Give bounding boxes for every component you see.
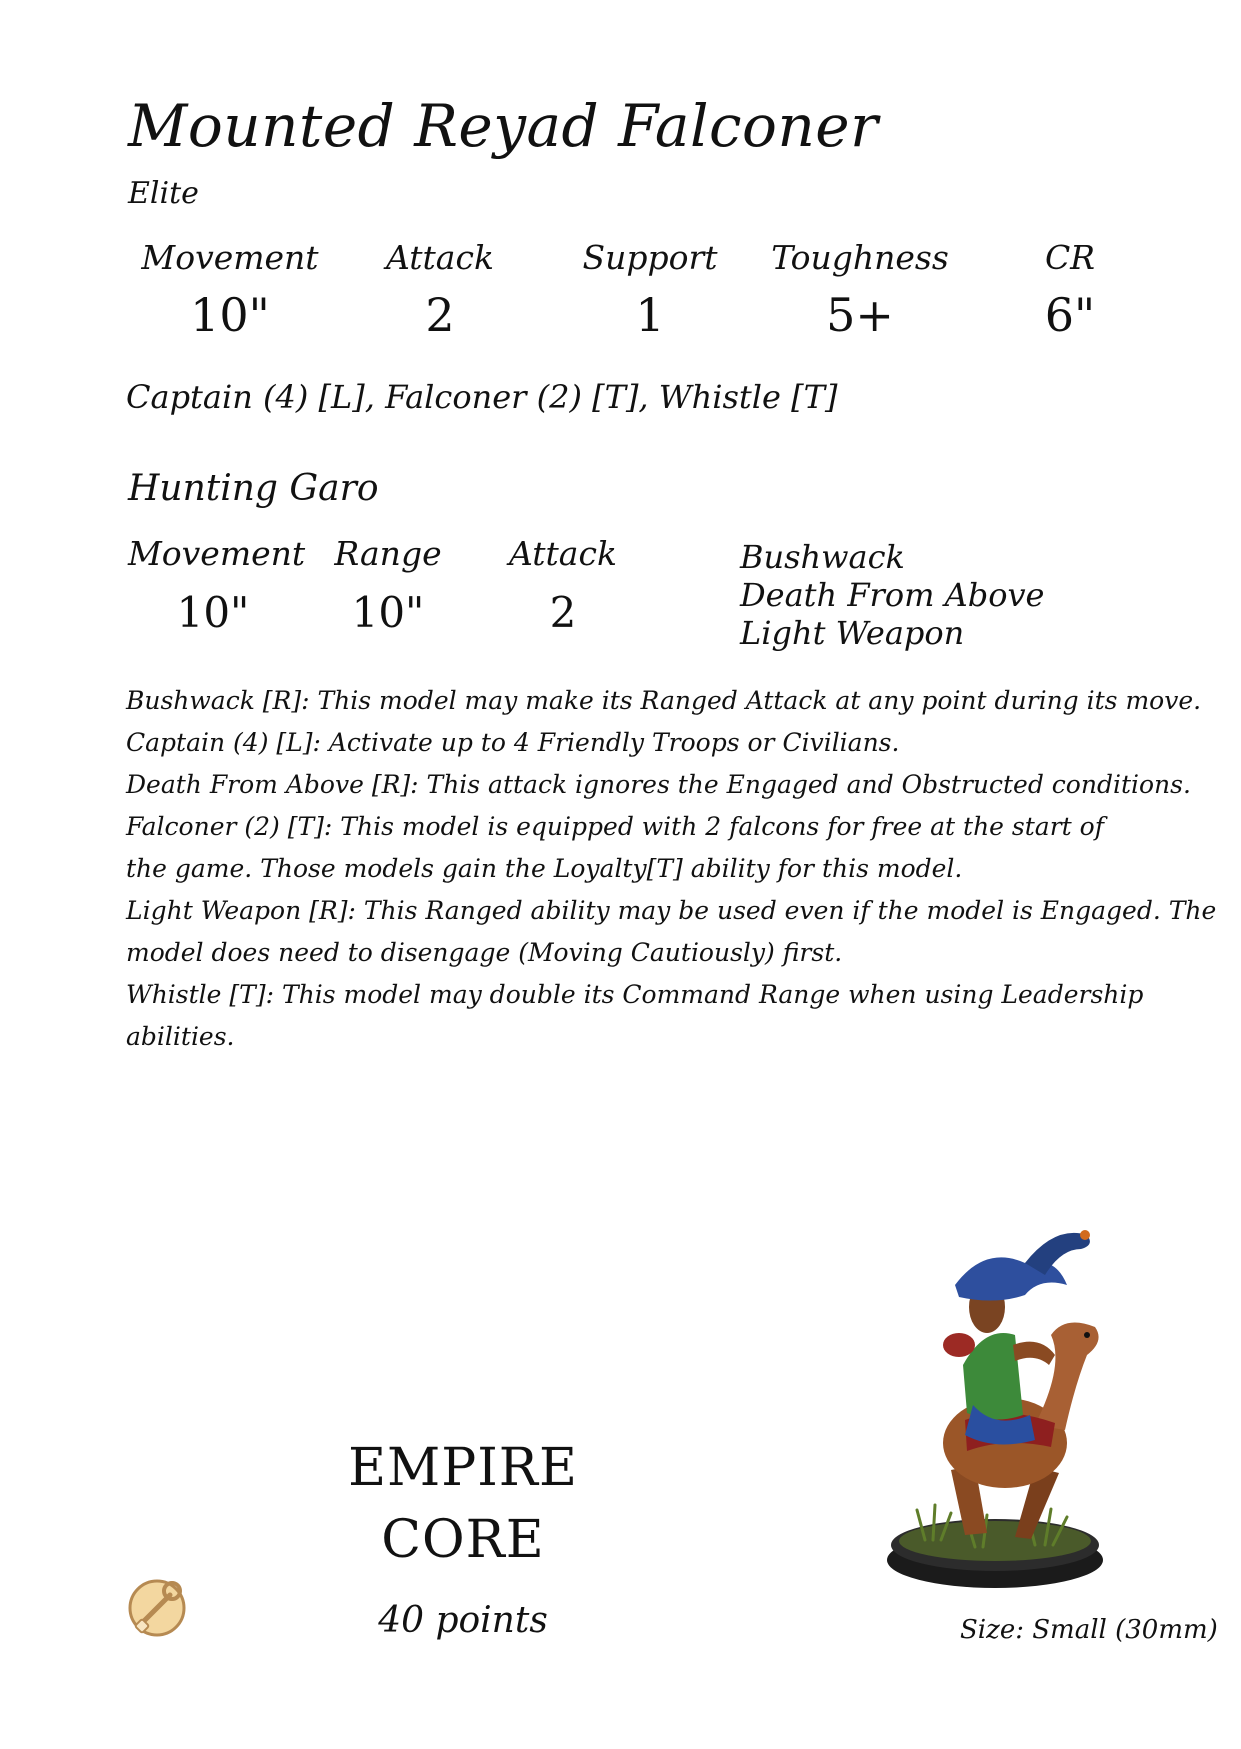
weapon-ability: Bushwack [740,538,905,576]
weapon-name: Hunting Garo [128,468,379,509]
stat-label-support: Support [582,238,718,277]
rules-line: Bushwack [R]: This model may make its Ranged Attack at any point during its move. [126,686,1202,715]
stat-label-movement: Movement [141,238,319,277]
weapon-ability: Death From Above [740,576,1045,614]
stat-value-support: 1 [635,288,665,342]
rules-line: Death From Above [R]: This attack ignores the Engaged and Obstructed conditions. [126,770,1191,799]
weapon-value-range: 10" [351,588,425,637]
stat-value-attack: 2 [425,288,455,342]
faction-name: EMPIRE [348,1438,578,1498]
rules-line: the game. Those models gain the Loyalty[T] ability for this model. [126,854,963,883]
weapon-value-movement: 10" [176,588,250,637]
wrench-sword-emblem-icon [126,1575,190,1639]
weapon-abilities [740,538,1044,652]
rules-line: model does need to disengage (Moving Cautiously) first. [126,938,843,967]
miniature-photo [855,1215,1145,1595]
rules-line: Whistle [T]: This model may double its Command Range when using Leadership [126,980,1144,1009]
rules-line: Light Weapon [R]: This Ranged ability may be used even if the model is Engaged. The [126,896,1217,925]
points-cost: 40 points [378,1600,548,1641]
unit-rank: Elite [128,176,199,211]
weapon-label-movement: Movement [128,534,306,573]
unit-name: Mounted Reyad Falconer [128,92,879,160]
stat-label-cr: CR [1044,238,1096,277]
weapon-label-range: Range [334,534,442,573]
rules-line: abilities. [126,1022,235,1051]
abilities-summary: Captain (4) [L], Falconer (2) [T], Whistle [T] [126,378,838,416]
stat-value-cr: 6" [1044,288,1096,342]
rules-text [126,680,1217,1058]
weapon-value-attack: 2 [549,588,577,637]
faction-type: CORE [381,1510,545,1570]
stat-label-toughness: Toughness [771,238,949,277]
stat-value-toughness: 5+ [826,288,894,342]
stat-value-movement: 10" [190,288,270,342]
weapon-label-attack: Attack [509,534,617,573]
rules-line: Falconer (2) [T]: This model is equipped with 2 falcons for free at the start of [126,812,1104,841]
model-size: Size: Small (30mm) [960,1615,1218,1645]
weapon-ability: Light Weapon [740,614,965,652]
rules-line: Captain (4) [L]: Activate up to 4 Friendly Troops or Civilians. [126,728,900,757]
stat-label-attack: Attack [386,238,494,277]
